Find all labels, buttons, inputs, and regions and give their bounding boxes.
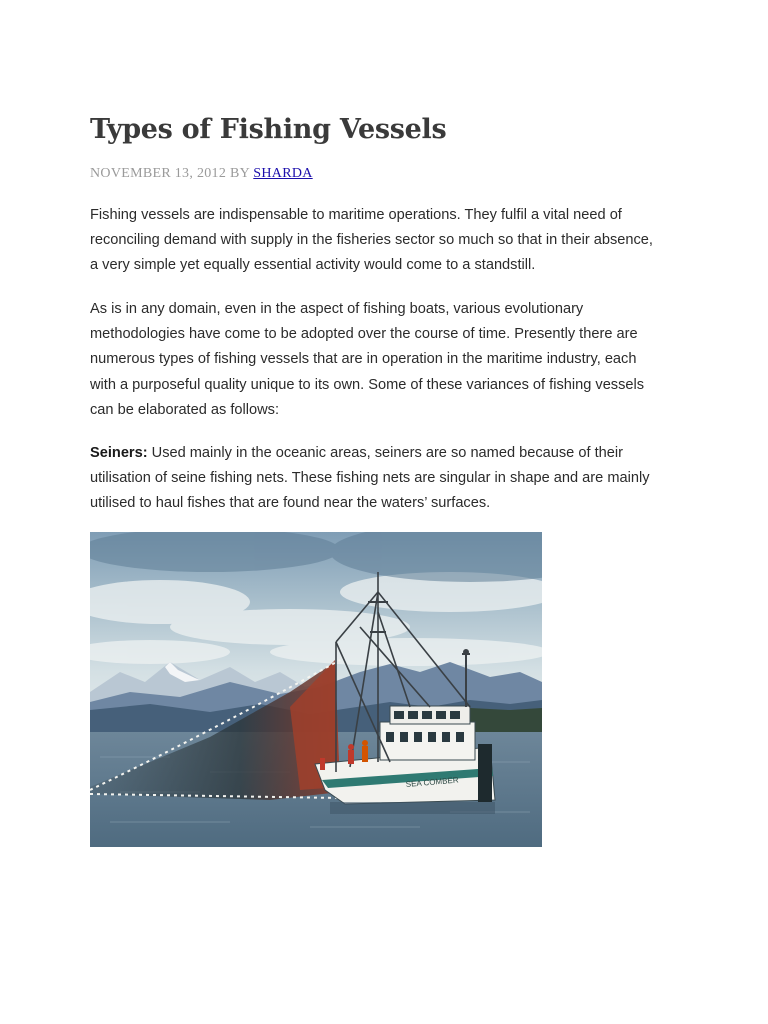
boat-stern: [478, 744, 492, 802]
term-description: Used mainly in the oceanic areas, seiners are so named because of their: [147, 445, 623, 461]
text-line: reconciling demand with supply in the fisheries sector so much so that in their absence,: [90, 232, 653, 249]
text-line: numerous types of fishing vessels that are in operation in the maritime industry, each: [90, 351, 637, 368]
author-link[interactable]: SHARDA: [253, 166, 313, 181]
seiners-paragraph: [90, 441, 680, 517]
text-line: Fishing vessels are indispensable to maritime operations. They fulfil a vital need of: [90, 207, 622, 223]
intro-paragraph: [90, 203, 680, 279]
seiner-boat-photo: [90, 532, 542, 847]
radar-icon: [463, 649, 469, 655]
post-meta: [90, 164, 313, 184]
boat-reflection: [330, 802, 495, 814]
text-line: As is in any domain, even in the aspect of fishing boats, various evolutionary: [90, 301, 584, 317]
page-title: Types of Fishing Vessels: [90, 114, 447, 145]
text-line: utilisation of seine fishing nets. These fishing nets are singular in shape and are mainly: [90, 470, 650, 487]
text-line: with a purposeful quality unique to its own. Some of these variances of fishing vessels: [90, 376, 645, 393]
post-date: NOVEMBER 13, 2012 BY: [90, 166, 254, 181]
text-line: [90, 441, 680, 466]
text-line: a very simple yet equally essential activity would come to a standstill.: [90, 257, 536, 274]
text-line: utilised to haul fishes that are found near the waters’ surfaces.: [90, 495, 491, 512]
text-line: methodologies have come to be adopted over the course of time. Presently there are: [90, 326, 638, 343]
text-line: can be elaborated as follows:: [90, 401, 280, 418]
body-paragraph: [90, 297, 680, 423]
term-label: Seiners:: [90, 445, 148, 461]
boat-name-label: SEA COMBER: [405, 775, 459, 789]
